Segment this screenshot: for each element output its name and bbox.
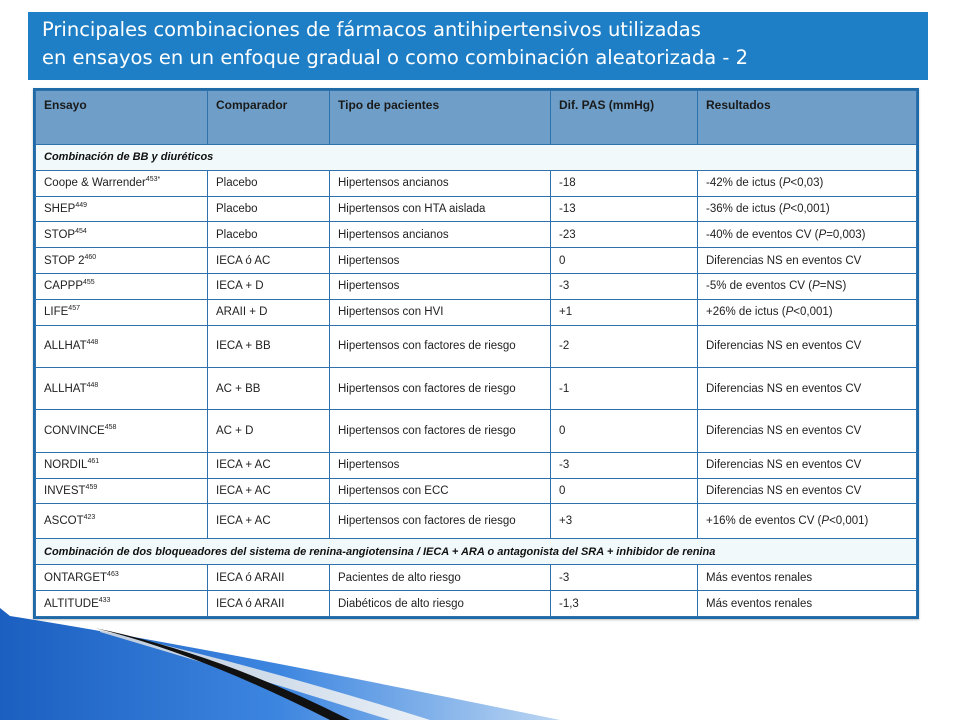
patients-cell: Hipertensos con factores de riesgo	[330, 325, 551, 367]
p-value-symbol: P	[782, 203, 791, 216]
table-row	[36, 274, 917, 300]
comparator-cell: IECA ó AC	[208, 248, 330, 274]
trial-cell	[36, 565, 208, 591]
result-cell: -40% de eventos CV (P=0,003)	[698, 222, 917, 248]
trial-cell	[36, 452, 208, 478]
header-comparador: Comparador	[208, 91, 330, 145]
trial-name: Coope & Warrender	[44, 177, 146, 190]
result-cell: Diferencias NS en eventos CV	[698, 452, 917, 478]
patients-cell: Hipertensos con ECC	[330, 478, 551, 504]
trial-reference: 455	[83, 279, 95, 287]
sbp-difference-cell: 0	[551, 248, 698, 274]
trial-reference: 458	[104, 424, 117, 432]
sbp-difference-cell: -13	[551, 196, 698, 222]
section-bloqueadores-sra	[36, 539, 917, 565]
header-ensayo: Ensayo	[36, 91, 208, 145]
slide-title-line-2: en ensayos en un enfoque gradual o como combinación aleatorizada - 2	[42, 46, 749, 69]
sbp-difference-cell: -1,3	[551, 591, 698, 617]
result-cell: Más eventos renales	[698, 591, 917, 617]
trial-reference: 453*	[145, 176, 161, 184]
comparator-cell: IECA ó ARAII	[208, 591, 330, 617]
trial-cell	[36, 325, 208, 367]
comparator-cell: Placebo	[208, 196, 330, 222]
patients-cell: Hipertensos ancianos	[330, 170, 551, 196]
patients-cell: Pacientes de alto riesgo	[330, 565, 551, 591]
patients-cell: Hipertensos	[330, 274, 551, 300]
table-row	[36, 299, 917, 325]
decorative-swoosh	[0, 596, 560, 720]
result-cell: +16% de eventos CV (P<0,001)	[698, 504, 917, 539]
table-row	[36, 368, 917, 410]
comparator-cell: ARAII + D	[208, 299, 330, 325]
comparator-cell: IECA + BB	[208, 325, 330, 367]
trial-reference: 460	[84, 253, 97, 261]
trial-name: STOP	[44, 228, 76, 241]
trial-reference: 461	[87, 458, 100, 466]
patients-cell: Hipertensos con HTA aislada	[330, 196, 551, 222]
trial-cell	[36, 504, 208, 539]
sbp-difference-cell: -2	[551, 325, 698, 367]
trial-cell	[36, 478, 208, 504]
p-value-symbol: P	[782, 177, 791, 190]
sbp-difference-cell: -3	[551, 452, 698, 478]
patients-cell: Hipertensos con factores de riesgo	[330, 504, 551, 539]
trial-name: ALTITUDE	[44, 597, 99, 610]
trial-cell	[36, 222, 208, 248]
header-resultados: Resultados	[698, 91, 917, 145]
trial-name: ALLHAT	[44, 382, 87, 395]
result-cell: -36% de ictus (P<0,001)	[698, 196, 917, 222]
result-cell: Diferencias NS en eventos CV	[698, 368, 917, 410]
table-row	[36, 478, 917, 504]
trial-reference: 457	[68, 305, 80, 313]
result-cell: Diferencias NS en eventos CV	[698, 410, 917, 452]
trial-name: ONTARGET	[44, 571, 108, 584]
trial-reference: 463	[107, 570, 119, 578]
result-cell: -5% de eventos CV (P=NS)	[698, 274, 917, 300]
trial-name: LIFE	[44, 306, 69, 319]
comparator-cell: Placebo	[208, 222, 330, 248]
table-header-row	[36, 91, 917, 145]
table-row	[36, 196, 917, 222]
trial-reference: 433	[98, 596, 111, 604]
trial-name: SHEP	[44, 203, 76, 216]
table-row	[36, 504, 917, 539]
slide-title-banner	[28, 12, 928, 80]
trial-reference: 449	[75, 202, 88, 210]
p-value-symbol: P	[818, 228, 827, 241]
p-value-symbol: P	[785, 306, 794, 319]
result-cell: Diferencias NS en eventos CV	[698, 248, 917, 274]
table-row	[36, 325, 917, 367]
patients-cell: Hipertensos con HVI	[330, 299, 551, 325]
table-row	[36, 222, 917, 248]
table-row	[36, 410, 917, 452]
patients-cell: Hipertensos	[330, 248, 551, 274]
trial-cell	[36, 410, 208, 452]
sbp-difference-cell: -18	[551, 170, 698, 196]
header-dif-pas: Dif. PAS (mmHg)	[551, 91, 698, 145]
section-bloqueadores-sra-label: Combinación de dos bloqueadores del sistema de renina-angiotensina / IECA + ARA o antagonista del SRA + inhibidor de renina	[36, 539, 917, 565]
trial-reference: 448	[86, 381, 99, 389]
sbp-difference-cell: 0	[551, 478, 698, 504]
header-tipo-pacientes: Tipo de pacientes	[330, 91, 551, 145]
trial-cell	[36, 248, 208, 274]
patients-cell: Hipertensos con factores de riesgo	[330, 368, 551, 410]
result-cell: +26% de ictus (P<0,001)	[698, 299, 917, 325]
p-value-symbol: P	[812, 280, 820, 293]
patients-cell: Hipertensos	[330, 452, 551, 478]
trial-reference: 448	[86, 339, 99, 347]
trial-name: CAPPP	[44, 280, 83, 293]
table-row	[36, 452, 917, 478]
sbp-difference-cell: 0	[551, 410, 698, 452]
comparator-cell: AC + D	[208, 410, 330, 452]
trial-name: NORDIL	[44, 459, 88, 472]
section-bb-diureticos	[36, 145, 917, 171]
p-value-symbol: P	[821, 515, 830, 528]
table-body	[36, 145, 917, 617]
comparator-cell: Placebo	[208, 170, 330, 196]
table-row	[36, 565, 917, 591]
comparator-cell: IECA + D	[208, 274, 330, 300]
result-cell: -42% de ictus (P<0,03)	[698, 170, 917, 196]
trial-name: ASCOT	[44, 515, 84, 528]
section-bb-diureticos-label: Combinación de BB y diuréticos	[36, 145, 917, 171]
patients-cell: Hipertensos ancianos	[330, 222, 551, 248]
trial-reference: 423	[83, 514, 96, 522]
trial-name: INVEST	[44, 484, 86, 497]
trial-name: CONVINCE	[44, 425, 105, 438]
trial-cell	[36, 274, 208, 300]
result-cell: Más eventos renales	[698, 565, 917, 591]
comparator-cell: IECA + AC	[208, 478, 330, 504]
trial-cell	[36, 368, 208, 410]
trial-cell	[36, 170, 208, 196]
patients-cell: Diabéticos de alto riesgo	[330, 591, 551, 617]
trial-reference: 454	[75, 228, 87, 236]
trial-name: STOP 2	[44, 254, 85, 267]
trial-name: ALLHAT	[44, 340, 87, 353]
trial-cell	[36, 299, 208, 325]
table-row	[36, 170, 917, 196]
comparator-cell: IECA + AC	[208, 452, 330, 478]
comparator-cell: IECA + AC	[208, 504, 330, 539]
trials-table-container	[33, 88, 919, 619]
comparator-cell: IECA ó ARAII	[208, 565, 330, 591]
sbp-difference-cell: +1	[551, 299, 698, 325]
sbp-difference-cell: -1	[551, 368, 698, 410]
trials-table	[35, 90, 917, 617]
trial-cell	[36, 196, 208, 222]
patients-cell: Hipertensos con factores de riesgo	[330, 410, 551, 452]
result-cell: Diferencias NS en eventos CV	[698, 325, 917, 367]
slide-title-line-1: Principales combinaciones de fármacos antihipertensivos utilizadas	[42, 18, 701, 41]
sbp-difference-cell: -3	[551, 565, 698, 591]
comparator-cell: AC + BB	[208, 368, 330, 410]
sbp-difference-cell: -23	[551, 222, 698, 248]
sbp-difference-cell: +3	[551, 504, 698, 539]
sbp-difference-cell: -3	[551, 274, 698, 300]
result-cell: Diferencias NS en eventos CV	[698, 478, 917, 504]
trial-reference: 459	[85, 484, 98, 492]
table-row	[36, 248, 917, 274]
